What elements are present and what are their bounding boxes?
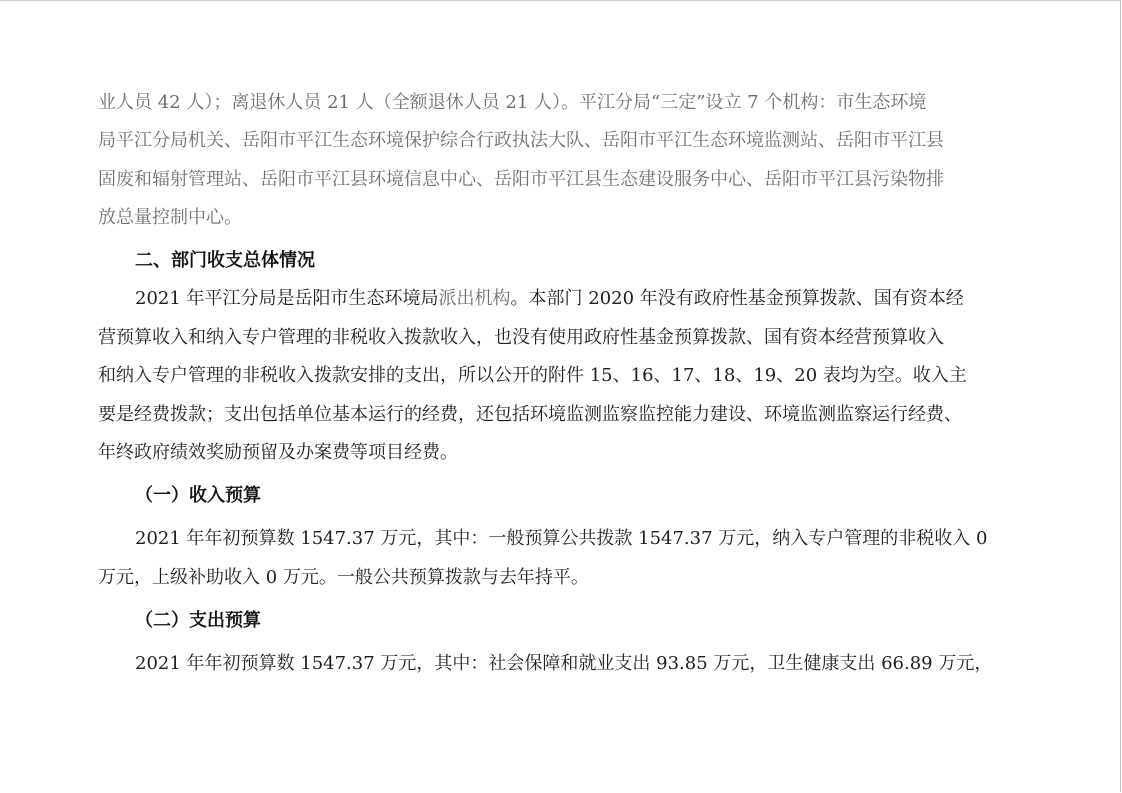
text-span: 2021 年平江分局是岳阳市生态环境局 (135, 288, 439, 309)
paragraph-line: 年终政府绩效奖励预留及办案费等项目经费。 (98, 442, 458, 463)
paragraph-line: 固废和辐射管理站、岳阳市平江县环境信息中心、岳阳市平江县生态建设服务中心、岳阳市平江县污染物排 (98, 169, 944, 190)
paragraph-line (135, 287, 964, 311)
text-span: 。本部门 2020 年没有政府性基金预算拨款、国有资本经 (510, 288, 964, 309)
paragraph-line: 局平江分局机关、岳阳市平江生态环境保护综合行政执法大队、岳阳市平江生态环境监测站、岳阳市平江县 (98, 130, 944, 151)
section-heading: 二、部门收支总体情况 (135, 250, 315, 271)
paragraph-line: 和纳入专户管理的非税收入拨款安排的支出，所以公开的附件 15、16、17、18、19、20 表均为空。收入主 (98, 365, 967, 386)
subsection-heading: （一）收入预算 (135, 485, 261, 506)
subsection-heading: （二）支出预算 (135, 610, 261, 631)
paragraph-line: 万元，上级补助收入 0 万元。一般公共预算拨款与去年持平。 (98, 567, 589, 588)
paragraph-line: 放总量控制中心。 (98, 207, 242, 228)
paragraph-line: 要是经费拨款；支出包括单位基本运行的经费，还包括环境监测监察监控能力建设、环境监测监察运行经费、 (98, 404, 962, 425)
text-span-light: 市生态环境 (836, 92, 927, 113)
text-span-light: 派出机构 (438, 288, 511, 309)
paragraph-line: 2021 年年初预算数 1547.37 万元，其中：一般预算公共拨款 1547.37 万元，纳入专户管理的非税收入 0 (135, 528, 988, 549)
paragraph-line (98, 91, 926, 115)
paragraph-line: 营预算收入和纳入专户管理的非税收入拨款收入，也没有使用政府性基金预算拨款、国有资本经营预算收入 (98, 327, 944, 348)
text-span: 业人员 42 人）；离退休人员 21 人（全额退休人员 21 人）。平江分局“三定”设立 7 个机构： (98, 92, 837, 113)
paragraph-line: 2021 年年初预算数 1547.37 万元，其中：社会保障和就业支出 93.85 万元，卫生健康支出 66.89 万元， (135, 653, 993, 674)
